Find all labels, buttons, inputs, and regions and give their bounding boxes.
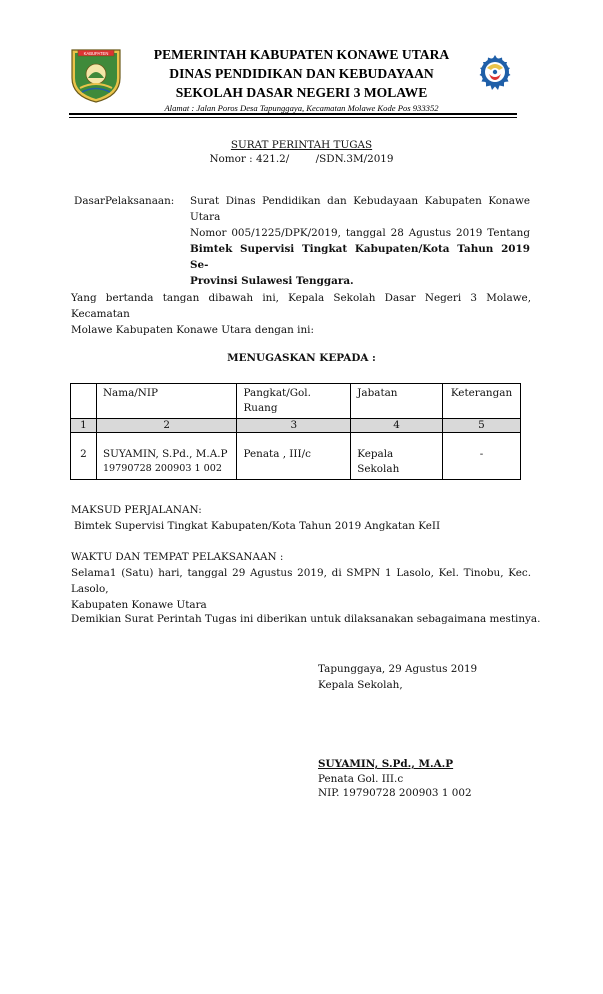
- maksud-text: Bimtek Supervisi Tingkat Kabupaten/Kota Tahun 2019 Angkatan KeII: [74, 520, 441, 532]
- document-number: Nomor : 421.2/ /SDN.3M/2019: [209, 153, 394, 165]
- table-col-number: 4: [351, 419, 443, 433]
- kabupaten-logo-text: KABUPATEN: [83, 51, 109, 56]
- dasar-line-2: Nomor 005/1225/DPK/2019, tanggal 28 Agustus 2019 Tentang: [190, 227, 530, 239]
- signature-role: Kepala Sekolah,: [318, 679, 403, 691]
- intro-line-1: Yang bertanda tangan dibawah ini, Kepala Sekolah Dasar Negeri 3 Molawe, Kecamatan: [71, 292, 531, 320]
- dasar-line-4: Provinsi Sulawesi Tenggara.: [190, 275, 354, 287]
- header-rule-thin: [69, 117, 517, 118]
- assign-heading: MENUGASKAN KEPADA :: [227, 352, 376, 364]
- signature-name: SUYAMIN, S.Pd., M.A.P: [318, 758, 454, 770]
- row-name: SUYAMIN, S.Pd., M.A.P: [102, 448, 228, 460]
- document-title: SURAT PERINTAH TUGAS: [230, 139, 373, 151]
- table-header-no: [71, 384, 97, 419]
- table-header-note: Keterangan: [442, 384, 520, 419]
- header-address: Alamat : Jalan Poros Desa Tapunggaya, Kecamatan Molawe Kode Pos 933352: [164, 103, 439, 113]
- dasar-label: DasarPelaksanaan:: [74, 195, 175, 207]
- dasar-line-3: Bimtek Supervisi Tingkat Kabupaten/Kota Tahun 2019 Se-: [190, 243, 530, 271]
- row-name-nip: [96, 433, 237, 480]
- row-position: Kepala Sekolah: [351, 433, 443, 480]
- intro-line-2: Molawe Kabupaten Konawe Utara dengan ini:: [71, 324, 314, 336]
- intro-paragraph: [71, 290, 531, 338]
- row-note: -: [442, 433, 520, 480]
- row-rank: Penata , III/c: [237, 433, 351, 480]
- waktu-body: [71, 565, 531, 613]
- waktu-line-1: Selama1 (Satu) hari, tanggal 29 Agustus 2019, di SMPN 1 Lasolo, Kel. Tinobu, Kec. Lasolo,: [71, 567, 531, 595]
- signature-place-date: Tapunggaya, 29 Agustus 2019: [318, 663, 478, 675]
- maksud-label: MAKSUD PERJALANAN:: [71, 504, 202, 516]
- table-header-rank: Pangkat/Gol. Ruang: [237, 384, 351, 419]
- waktu-line-2: Kabupaten Konawe Utara: [71, 599, 207, 611]
- header-school: SEKOLAH DASAR NEGERI 3 MOLAWE: [175, 85, 428, 100]
- header-rule-thick: [69, 113, 517, 115]
- table-header-row: [71, 384, 521, 419]
- row-no: 2: [71, 433, 97, 480]
- closing-sentence: Demikian Surat Perintah Tugas ini diberikan untuk dilaksanakan sebagaimana mestinya.: [71, 613, 541, 625]
- table-col-number: 5: [442, 419, 520, 433]
- dasar-body: [190, 193, 530, 289]
- row-nip: 19790728 200903 1 002: [102, 463, 222, 474]
- signature-nip: NIP. 19790728 200903 1 002: [318, 787, 472, 799]
- table-col-number: 1: [71, 419, 97, 433]
- table-col-number: 2: [96, 419, 237, 433]
- header-department: DINAS PENDIDIKAN DAN KEBUDAYAAN: [169, 66, 434, 81]
- header-government: PEMERINTAH KABUPATEN KONAWE UTARA: [153, 47, 450, 62]
- table-header-position: Jabatan: [351, 384, 443, 419]
- signature-rank: Penata Gol. III.c: [318, 773, 404, 785]
- table-number-row: [71, 419, 521, 433]
- table-col-number: 3: [237, 419, 351, 433]
- table-row: [71, 433, 521, 480]
- dasar-line-1: Surat Dinas Pendidikan dan Kebudayaan Kabupaten Konawe Utara: [190, 195, 530, 223]
- table-header-name: Nama/NIP: [96, 384, 237, 419]
- waktu-label: WAKTU DAN TEMPAT PELAKSANAAN :: [71, 551, 284, 563]
- assignment-table: [70, 383, 521, 480]
